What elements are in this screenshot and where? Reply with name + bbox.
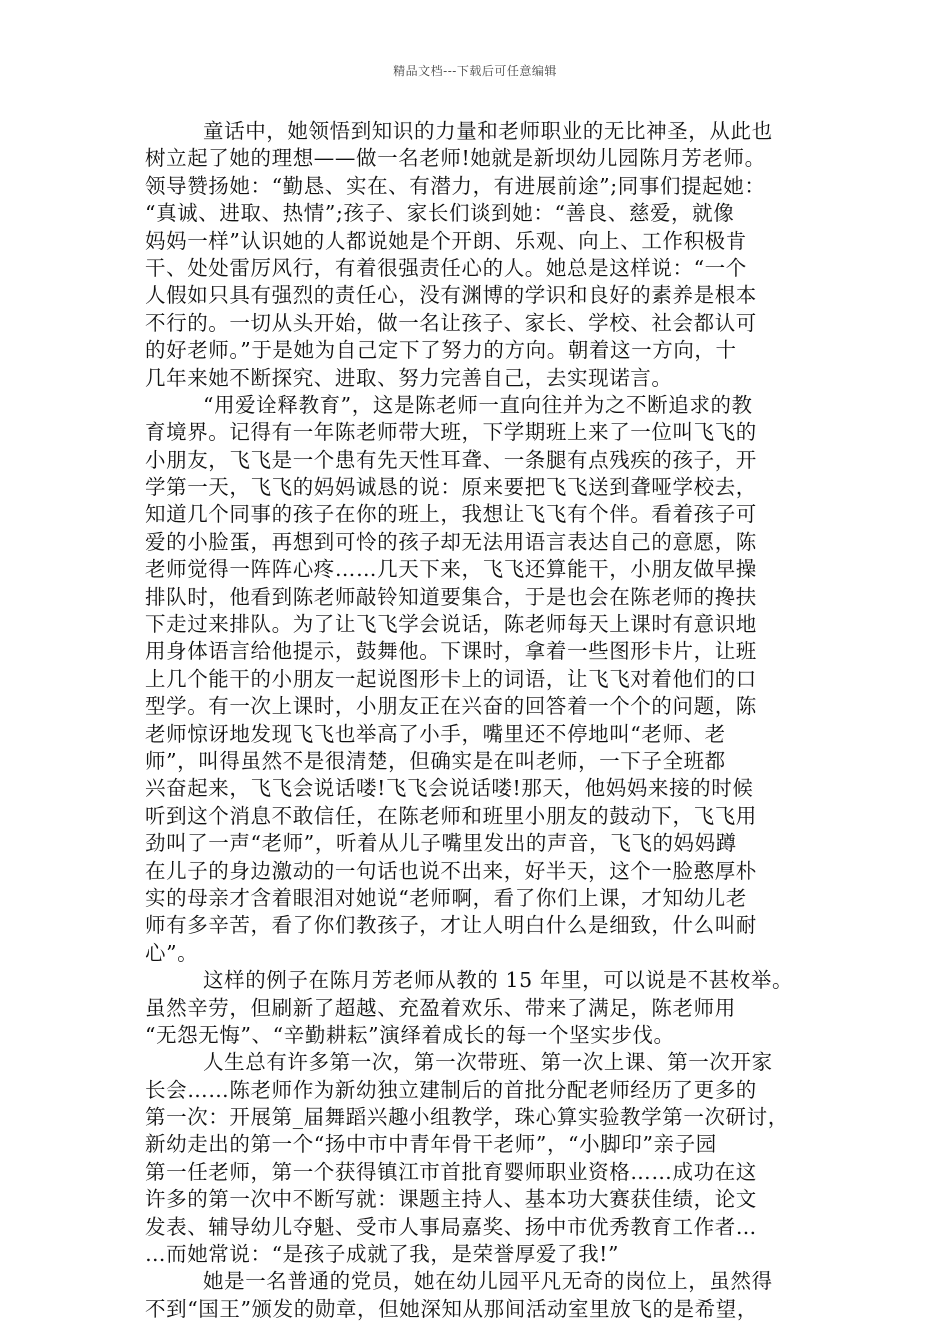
text-line: 领导赞扬她：“勤恳、实在、有潜力，有进展前途”;同事们提起她：	[145, 173, 766, 198]
text-line: 长会……陈老师作为新幼独立建制后的首批分配老师经历了更多的	[145, 1077, 757, 1102]
text-line: 下走过来排队。为了让飞飞学会说话，陈老师每天上课时有意识地	[145, 612, 757, 637]
text-line: 这样的例子在陈月芳老师从教的 15 年里，可以说是不甚枚举。	[203, 968, 794, 993]
text-line: 发表、辅导幼儿夺魁、受市人事局嘉奖、扬中市优秀教育工作者…	[145, 1214, 757, 1239]
text-line: 心”。	[145, 940, 199, 965]
text-line: 她是一名普通的党员，她在幼儿园平凡无奇的岗位上，虽然得	[203, 1269, 773, 1294]
text-line: 不行的。一切从头开始，做一名让孩子、家长、学校、社会都认可	[145, 310, 757, 335]
text-line: 兴奋起来，飞飞会说话喽!飞飞会说话喽!那天，他妈妈来接的时候	[145, 776, 754, 801]
text-line: 爱的小脸蛋，再想到可怜的孩子却无法用语言表达自己的意愿，陈	[145, 529, 757, 554]
text-line: 虽然辛劳，但刷新了超越、充盈着欢乐、带来了满足，陈老师用	[145, 995, 736, 1020]
text-line: 人生总有许多第一次，第一次带班、第一次上课、第一次开家	[203, 1050, 773, 1075]
text-line: 排队时，他看到陈老师敲铃知道要集合，于是也会在陈老师的搀扶	[145, 584, 757, 609]
text-line: 小朋友，飞飞是一个患有先天性耳聋、一条腿有点残疾的孩子，开	[145, 447, 757, 472]
text-line: 劲叫了一声“老师”，听着从儿子嘴里发出的声音，飞飞的妈妈蹲	[145, 831, 737, 856]
text-line: “真诚、进取、热情”;孩子、家长们谈到她：“善良、慈爱，就像	[145, 201, 735, 226]
text-line: 树立起了她的理想——做一名老师!她就是新坝幼儿园陈月芳老师。	[145, 146, 766, 171]
text-line: 育境界。记得有一年陈老师带大班，下学期班上来了一位叫飞飞的	[145, 420, 757, 445]
page-header: 精品文档---下载后可任意编辑	[393, 64, 557, 78]
text-line: 用身体语言给他提示，鼓舞他。下课时，拿着一些图形卡片，让班	[145, 639, 757, 664]
text-line: 听到这个消息不敢信任，在陈老师和班里小朋友的鼓动下，飞飞用	[145, 803, 757, 828]
text-line: 型学。有一次上课时，小朋友正在兴奋的回答着一个个的问题，陈	[145, 694, 757, 719]
text-line: 的好老师。”于是她为自己定下了努力的方向。朝着这一方向，十	[145, 338, 737, 363]
text-line: 不到“国王”颁发的勋章，但她深知从那间活动室里放飞的是希望，	[145, 1296, 758, 1321]
text-line: 实的母亲才含着眼泪对她说“老师啊，看了你们上课，才知幼儿老	[145, 885, 747, 910]
text-line: 学第一天，飞飞的妈妈诚恳的说：原来要把飞飞送到聋哑学校去，	[145, 475, 757, 500]
text-line: 第一任老师，第一个获得镇江市首批育婴师职业资格……成功在这	[145, 1159, 757, 1184]
text-line: 童话中，她领悟到知识的力量和老师职业的无比神圣，从此也	[203, 119, 773, 143]
text-line: 师”，叫得虽然不是很清楚，但确实是在叫老师，一下子全班都	[145, 748, 726, 773]
text-line: 妈妈一样”认识她的人都说她是个开朗、乐观、向上、工作积极肯	[145, 228, 747, 253]
text-line: 许多的第一次中不断写就：课题主持人、基本功大赛获佳绩，论文	[145, 1187, 757, 1212]
text-line: 第一次：开展第_届舞蹈兴趣小组教学，珠心算实验教学第一次研讨，	[145, 1105, 789, 1130]
text-line: 新幼走出的第一个“扬中市中青年骨干老师”，“小脚印”亲子园	[145, 1132, 717, 1157]
text-line: 老师觉得一阵阵心疼……几天下来，飞飞还算能干，小朋友做早操	[145, 557, 757, 582]
text-line: 干、处处雷厉风行，有着很强责任心的人。她总是这样说：“一个	[145, 255, 747, 280]
text-line: 上几个能干的小朋友一起说图形卡上的词语，让飞飞对着他们的口	[145, 666, 757, 691]
text-line: 在儿子的身边激动的一句话也说不出来，好半天，这个一脸憨厚朴	[145, 858, 757, 883]
text-line: “无怨无悔”、“辛勤耕耘”演绎着成长的每一个坚实步伐。	[145, 1022, 675, 1047]
text-line: 老师惊讶地发现飞飞也举高了小手，嘴里还不停地叫“老师、老	[145, 721, 726, 746]
text-line: 人假如只具有强烈的责任心，没有渊博的学识和良好的素养是根本	[145, 283, 757, 308]
text-line: 师有多辛苦，看了你们教孩子，才让人明白什么是细致，什么叫耐	[145, 913, 757, 938]
text-line: 知道几个同事的孩子在你的班上，我想让飞飞有个伴。看着孩子可	[145, 502, 757, 527]
text-line: “用爱诠释教育”，这是陈老师一直向往并为之不断追求的教	[203, 392, 753, 417]
body-text	[145, 118, 825, 1323]
text-line: …而她常说：“是孩子成就了我，是荣誉厚爱了我!”	[145, 1242, 620, 1267]
text-line: 几年来她不断探究、进取、努力完善自己，去实现诺言。	[145, 365, 673, 390]
